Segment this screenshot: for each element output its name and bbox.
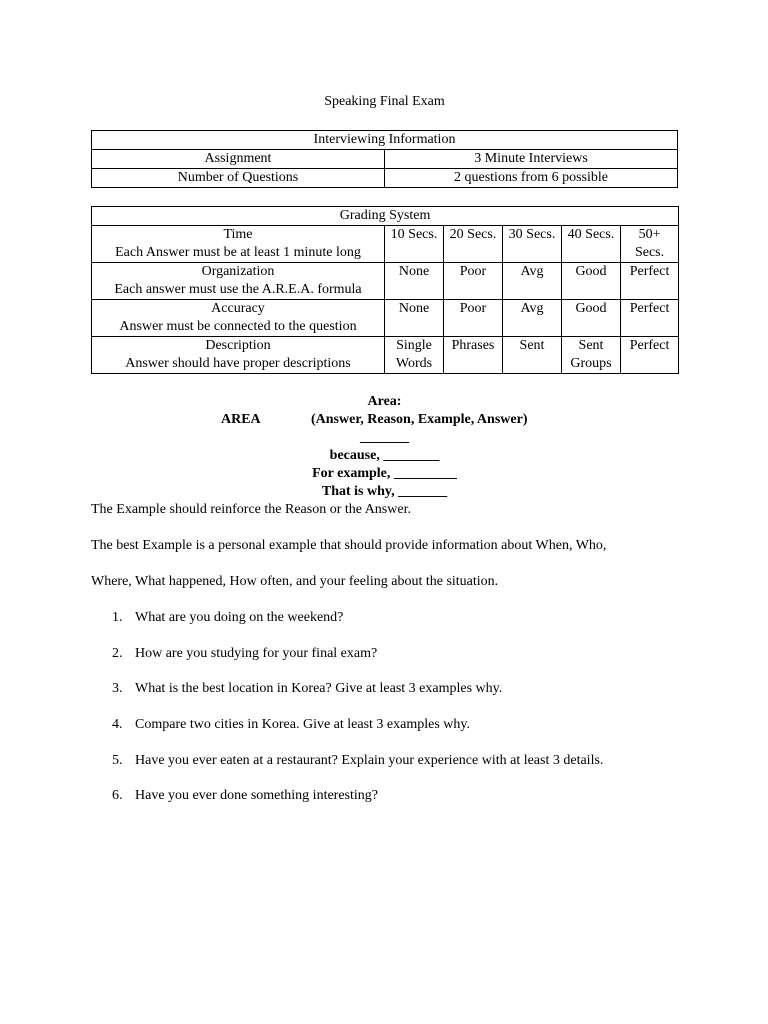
page-title: Speaking Final Exam <box>324 94 445 109</box>
list-item <box>91 680 678 698</box>
criterion-detail: Answer must be connected to the question <box>119 319 357 334</box>
info-label: Assignment <box>92 150 385 169</box>
score-cell: Phrases <box>444 337 503 374</box>
area-expansion: (Answer, Reason, Example, Answer) <box>311 412 528 427</box>
score-cell: Poor <box>444 300 503 337</box>
score-cell: Perfect <box>621 300 679 337</box>
best-example-line-1: The best Example is a personal example that should provide information about When, Who, <box>91 538 607 553</box>
criterion-cell <box>92 263 385 300</box>
question-number: 5. <box>112 752 123 768</box>
list-item <box>91 716 678 734</box>
question-number: 2. <box>112 645 123 661</box>
table-row <box>92 300 679 337</box>
area-for-example-line: For example, _________ <box>312 466 457 481</box>
criterion-detail: Answer should have proper descriptions <box>125 356 351 371</box>
score-cell: None <box>385 300 444 337</box>
area-acronym: AREA <box>221 412 261 427</box>
question-number: 1. <box>112 610 123 625</box>
score-cell: Good <box>562 300 621 337</box>
score-cell: 10 Secs. <box>385 226 444 263</box>
score-cell: None <box>385 263 444 300</box>
question-list <box>91 609 678 805</box>
criterion-cell <box>92 337 385 374</box>
score-cell: Avg <box>503 263 562 300</box>
question-text: How are you studying for your final exam? <box>135 645 378 661</box>
score-cell: Avg <box>503 300 562 337</box>
question-number: 3. <box>112 681 123 697</box>
question-text: What are you doing on the weekend? <box>135 610 344 625</box>
score-cell: Good <box>562 263 621 300</box>
criterion-name: Organization <box>201 264 275 279</box>
score-cell: Poor <box>444 263 503 300</box>
question-number: 6. <box>112 788 123 804</box>
area-answer-blank: _______ <box>360 430 409 445</box>
table-row <box>92 169 678 188</box>
area-formula-block <box>91 393 678 501</box>
score-cell: Sent <box>503 337 562 374</box>
question-text: Have you ever eaten at a restaurant? Explain your experience with at least 3 details. <box>135 752 604 768</box>
area-because-line: because, ________ <box>329 448 440 463</box>
table-row <box>92 150 678 169</box>
grading-system-table <box>91 206 679 374</box>
criterion-detail: Each Answer must be at least 1 minute long <box>115 245 361 260</box>
question-text: Have you ever done something interesting? <box>135 788 378 804</box>
criterion-name: Accuracy <box>211 301 265 316</box>
criterion-cell <box>92 300 385 337</box>
table-row <box>92 263 679 300</box>
score-cell: Perfect <box>621 337 679 374</box>
table-row <box>92 337 679 374</box>
document-page <box>91 93 678 823</box>
list-item <box>91 787 678 805</box>
score-cell: 20 Secs. <box>444 226 503 263</box>
table-row <box>92 226 679 263</box>
grading-system-header: Grading System <box>92 207 679 226</box>
score-cell: 30 Secs. <box>503 226 562 263</box>
interviewing-info-header: Interviewing Information <box>92 131 678 150</box>
interviewing-info-table <box>91 130 678 188</box>
question-number: 4. <box>112 717 123 733</box>
info-value: 2 questions from 6 possible <box>385 169 678 188</box>
area-that-is-why-line: That is why, _______ <box>321 484 448 499</box>
criterion-name: Description <box>205 338 271 353</box>
reinforce-paragraph: The Example should reinforce the Reason or the Answer. <box>91 502 411 517</box>
score-cell: 40 Secs. <box>562 226 621 263</box>
list-item <box>91 752 678 770</box>
list-item <box>91 609 678 627</box>
question-text: Compare two cities in Korea. Give at least 3 examples why. <box>135 717 470 733</box>
criterion-detail: Each answer must use the A.R.E.A. formula <box>114 282 362 297</box>
question-text: What is the best location in Korea? Give at least 3 examples why. <box>135 681 503 697</box>
score-cell: Perfect <box>621 263 679 300</box>
criterion-cell <box>92 226 385 263</box>
list-item <box>91 645 678 663</box>
score-cell: Sent Groups <box>562 337 621 374</box>
info-label: Number of Questions <box>92 169 385 188</box>
best-example-line-2: Where, What happened, How often, and your feeling about the situation. <box>91 574 499 589</box>
score-cell: 50+ Secs. <box>621 226 679 263</box>
criterion-name: Time <box>223 227 253 242</box>
area-heading: Area: <box>367 394 402 409</box>
info-value: 3 Minute Interviews <box>385 150 678 169</box>
score-cell: Single Words <box>385 337 444 374</box>
